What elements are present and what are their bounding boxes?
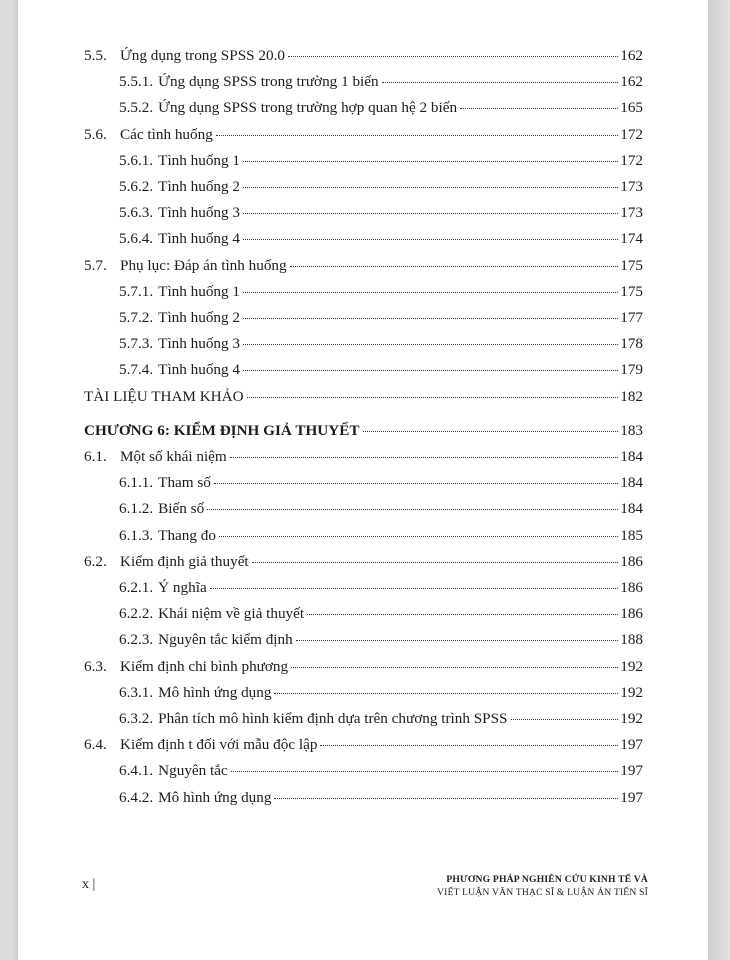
toc-entry-page: 174 <box>620 230 643 248</box>
dot-leader <box>207 509 618 510</box>
toc-entry-title: Tình huống 3 <box>158 204 241 222</box>
dot-leader <box>243 239 618 240</box>
dot-leader <box>243 292 618 293</box>
dot-leader <box>274 693 618 694</box>
dot-leader <box>320 745 618 746</box>
toc-entry-title: Ứng dụng trong SPSS 20.0 <box>120 47 285 64</box>
toc-entry-number: 6.2. <box>84 552 107 570</box>
toc-entry-number: 5.6.3. <box>119 204 154 222</box>
toc-entry-title: Tham số <box>158 474 211 492</box>
toc-entry-number: 6.3. <box>84 657 107 675</box>
toc-entry <box>84 735 643 755</box>
toc-entry-page: 178 <box>620 335 643 353</box>
toc-entry-page: 173 <box>620 204 643 222</box>
toc-entry-page: 184 <box>620 448 643 465</box>
toc-entry-number: 5.6.1. <box>119 151 154 169</box>
toc-entry-page: 179 <box>620 361 643 379</box>
dot-leader <box>243 344 618 345</box>
toc-entry-page: 186 <box>620 605 643 623</box>
dot-leader <box>290 266 619 267</box>
page-number-footer: x | <box>82 877 96 892</box>
toc-entry <box>119 683 643 703</box>
toc-entry-page: 185 <box>620 526 643 544</box>
toc-entry <box>119 177 643 197</box>
toc-entry-number: 5.5. <box>84 47 107 64</box>
dot-leader <box>460 108 618 109</box>
toc-entry-number: 5.6. <box>84 125 107 143</box>
toc-entry-page: 186 <box>620 579 643 596</box>
toc-entry-number: 5.7. <box>84 256 107 274</box>
book-title-line-1: PHƯƠNG PHÁP NGHIÊN CỨU KINH TẾ VÀ <box>446 874 648 885</box>
toc-entry-title: Phụ lục: Đáp án tình huống <box>120 256 287 274</box>
dot-leader <box>291 667 618 668</box>
toc-entry <box>119 473 643 493</box>
toc-entry <box>119 578 643 598</box>
dot-leader <box>307 614 618 615</box>
toc-entry <box>119 282 643 302</box>
toc-entry-page: 162 <box>620 73 643 91</box>
document-page <box>18 0 708 960</box>
toc-entry <box>119 229 643 249</box>
toc-entry-page: 183 <box>620 421 643 439</box>
toc-entry-title: Tình huống 2 <box>158 178 241 195</box>
toc-entry <box>119 72 643 92</box>
toc-entry-page: 182 <box>620 387 643 405</box>
dot-leader <box>214 483 618 484</box>
toc-entry-page: 197 <box>620 736 643 754</box>
toc-entry-number: 6.2.3. <box>119 631 154 649</box>
toc-entry-title: Kiểm định giả thuyết <box>120 552 249 570</box>
toc-entry-title: Tình huống 2 <box>158 309 241 326</box>
toc-entry <box>84 125 643 145</box>
toc-entry-number: 6.1.2. <box>119 500 154 518</box>
dot-leader <box>296 640 619 641</box>
toc-entry-page: 188 <box>620 631 643 649</box>
dot-leader <box>247 397 619 398</box>
toc-entry-number: 5.5.2. <box>119 99 154 117</box>
toc-entry-title: Nguyên tắc <box>158 762 228 780</box>
dot-leader <box>243 161 618 162</box>
book-title-line-2: VIẾT LUẬN VĂN THẠC SĨ & LUẬN ÁN TIẾN SĨ <box>437 887 648 898</box>
toc-entry-page: 197 <box>620 788 643 806</box>
toc-entry-page: 184 <box>620 500 643 518</box>
toc-entry-page: 172 <box>620 125 643 143</box>
toc-entry <box>119 761 643 781</box>
toc-entry <box>119 788 643 808</box>
toc-entry <box>119 203 643 223</box>
toc-entry-number: 6.2.2. <box>119 605 154 623</box>
toc-entry-title: Nguyên tắc kiểm định <box>158 631 293 649</box>
toc-entry-title: Phân tích mô hình kiểm định dựa trên chương trình SPSS <box>158 710 508 727</box>
toc-entry <box>119 630 643 650</box>
toc-entry-title: CHƯƠNG 6: KIỂM ĐỊNH GIẢ THUYẾT <box>84 421 360 439</box>
dot-leader <box>511 719 619 720</box>
dot-leader <box>219 536 618 537</box>
toc-entry-number: 6.2.1. <box>119 579 154 596</box>
toc-entry <box>119 709 643 729</box>
toc-entry-page: 186 <box>620 552 643 570</box>
toc-entry-title: Ý nghĩa <box>158 579 207 596</box>
toc-entry <box>84 447 643 467</box>
toc-entry-page: 192 <box>620 710 643 727</box>
toc-entry <box>119 526 643 546</box>
dot-leader <box>288 56 618 57</box>
page-edge-shadow <box>708 0 730 960</box>
toc-entry-number: 5.7.3. <box>119 335 154 353</box>
toc-entry-number: 6.1.1. <box>119 474 154 492</box>
toc-entry-number: 6.4.1. <box>119 762 154 780</box>
toc-entry <box>119 334 643 354</box>
dot-leader <box>210 588 619 589</box>
toc-entry-number: 6.1.3. <box>119 526 154 544</box>
dot-leader <box>230 457 618 458</box>
toc-entry-number: 6.4. <box>84 736 107 754</box>
table-of-contents <box>18 0 708 820</box>
toc-entry-page: 175 <box>620 256 643 274</box>
toc-entry-title: Khái niệm về giả thuyết <box>158 605 305 623</box>
toc-entry-number: 6.3.1. <box>119 683 154 701</box>
dot-leader <box>216 135 618 136</box>
toc-entry <box>119 308 643 328</box>
toc-entry-title: Kiểm định t đối với mẫu độc lập <box>120 736 318 754</box>
toc-entry-title: Tình huống 4 <box>158 230 241 248</box>
toc-entry-title: Biến số <box>158 500 205 518</box>
toc-entry-page: 192 <box>620 657 643 675</box>
toc-entry <box>119 604 643 624</box>
dot-leader <box>231 771 618 772</box>
toc-entry <box>84 657 643 677</box>
toc-entry-page: 173 <box>620 178 643 195</box>
toc-entry-title: Tình huống 1 <box>158 282 241 300</box>
toc-entry <box>119 360 643 380</box>
toc-entry <box>119 151 643 171</box>
toc-entry-page: 184 <box>620 474 643 492</box>
toc-entry <box>84 256 643 276</box>
dot-leader <box>243 318 618 319</box>
toc-entry-number: 6.4.2. <box>119 788 154 806</box>
toc-entry-number: 5.7.1. <box>119 282 154 300</box>
toc-entry <box>119 98 643 118</box>
toc-entry-title: Kiểm định chi bình phương <box>120 657 289 675</box>
toc-entry-title: Thang đo <box>158 526 216 544</box>
toc-entry <box>84 421 643 441</box>
book-title-footer <box>398 873 648 899</box>
toc-entry-title: Tình huống 1 <box>158 151 241 169</box>
toc-entry-number: 5.7.4. <box>119 361 154 379</box>
toc-entry-page: 192 <box>620 683 643 701</box>
toc-entry-title: TÀI LIỆU THAM KHẢO <box>84 387 244 405</box>
toc-entry-title: Các tình huống <box>120 125 213 143</box>
toc-entry-page: 162 <box>620 47 643 64</box>
toc-entry-title: Ứng dụng SPSS trong trường 1 biến <box>158 73 379 91</box>
dot-leader <box>243 370 618 371</box>
toc-entry-number: 6.3.2. <box>119 710 154 727</box>
toc-entry-page: 177 <box>620 309 643 326</box>
toc-entry-number: 5.6.4. <box>119 230 154 248</box>
dot-leader <box>243 213 618 214</box>
toc-entry-number: 6.1. <box>84 448 107 465</box>
toc-entry-number: 5.6.2. <box>119 178 154 195</box>
toc-entry-page: 172 <box>620 151 643 169</box>
toc-entry-title: Tình huống 3 <box>158 335 241 353</box>
toc-entry-number: 5.5.1. <box>119 73 154 91</box>
toc-entry-page: 197 <box>620 762 643 780</box>
toc-entry-title: Một số khái niệm <box>120 448 227 465</box>
toc-entry <box>84 552 643 572</box>
toc-entry-title: Mô hình ứng dụng <box>158 788 272 806</box>
toc-entry-page: 165 <box>620 99 643 117</box>
dot-leader <box>252 562 619 563</box>
dot-leader <box>382 82 619 83</box>
toc-entry <box>84 387 643 407</box>
dot-leader <box>363 431 619 432</box>
dot-leader <box>274 798 618 799</box>
toc-entry <box>84 46 643 66</box>
dot-leader <box>243 187 618 188</box>
toc-entry-title: Mô hình ứng dụng <box>158 683 272 701</box>
toc-entry-title: Ứng dụng SPSS trong trường hợp quan hệ 2 biến <box>158 99 458 117</box>
toc-entry-page: 175 <box>620 282 643 300</box>
toc-entry-title: Tình huống 4 <box>158 361 241 379</box>
toc-entry <box>119 499 643 519</box>
toc-entry-number: 5.7.2. <box>119 309 154 326</box>
